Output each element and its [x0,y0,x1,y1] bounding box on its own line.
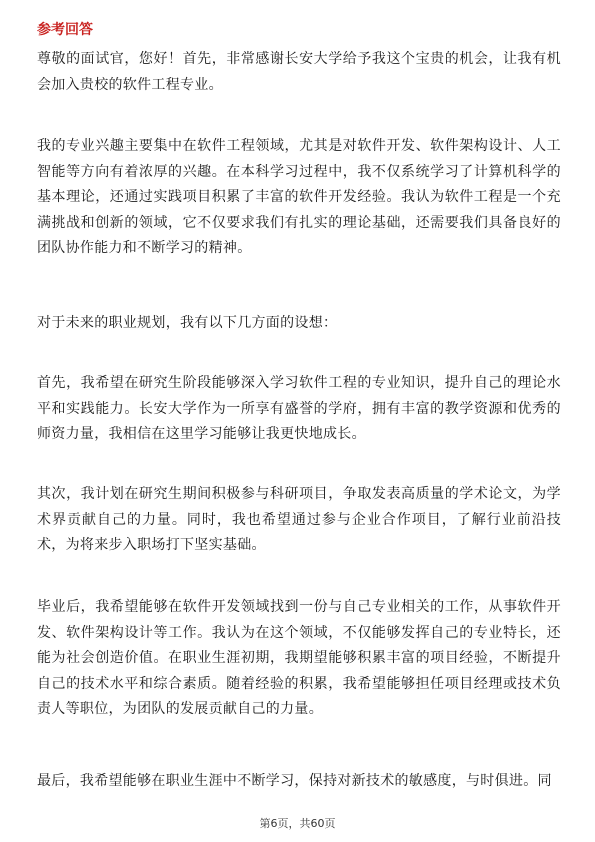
paragraph-plan-intro: 对于未来的职业规划，我有以下几方面的设想： [37,315,338,331]
page-number-footer: 第6页，共60页 [259,817,336,830]
paragraph-greeting: 尊敬的面试官，您好！首先，非常感谢长安大学给予我这个宝贵的机会，让我有机会加入贵校的软件工程专业。 [37,51,561,93]
paragraph-finally: 最后，我希望能够在职业生涯中不断学习，保持对新技术的敏感度，与时俱进。同 [37,773,552,789]
section-heading: 参考回答 [37,22,93,38]
paragraph-second: 其次，我计划在研究生期间积极参与科研项目，争取发表高质量的学术论文，为学术界贡献自己的力量。同时，我也希望通过参与企业合作项目，了解行业前沿技术，为将来步入职场打下坚实基础。 [37,486,561,553]
paragraph-interests: 我的专业兴趣主要集中在软件工程领域，尤其是对软件开发、软件架构设计、人工智能等方向有着浓厚的兴趣。在本科学习过程中，我不仅系统学习了计算机科学的基本理论，还通过实践项目积累了丰富的软件开发经验。我认为软件工程是一个充满挑战和创新的领域，它不仅要求我们有扎实的理论基础，还需要我们具备良好的团队协作能力和不断学习的精神。 [37,138,561,256]
paragraph-after-graduation: 毕业后，我希望能够在软件开发领域找到一份与自己专业相关的工作，从事软件开发、软件架构设计等工作。我认为在这个领域，不仅能够发挥自己的专业特长，还能为社会创造价值。在职业生涯初期，我期望能够积累丰富的项目经验，不断提升自己的技术水平和综合素质。随着经验的积累，我希望能够担任项目经理或技术负责人等职位，为团队的发展贡献自己的力量。 [37,599,561,717]
paragraph-first: 首先，我希望在研究生阶段能够深入学习软件工程的专业知识，提升自己的理论水平和实践能力。长安大学作为一所享有盛誉的学府，拥有丰富的教学资源和优秀的师资力量，我相信在这里学习能够让我更快地成长。 [37,375,561,442]
